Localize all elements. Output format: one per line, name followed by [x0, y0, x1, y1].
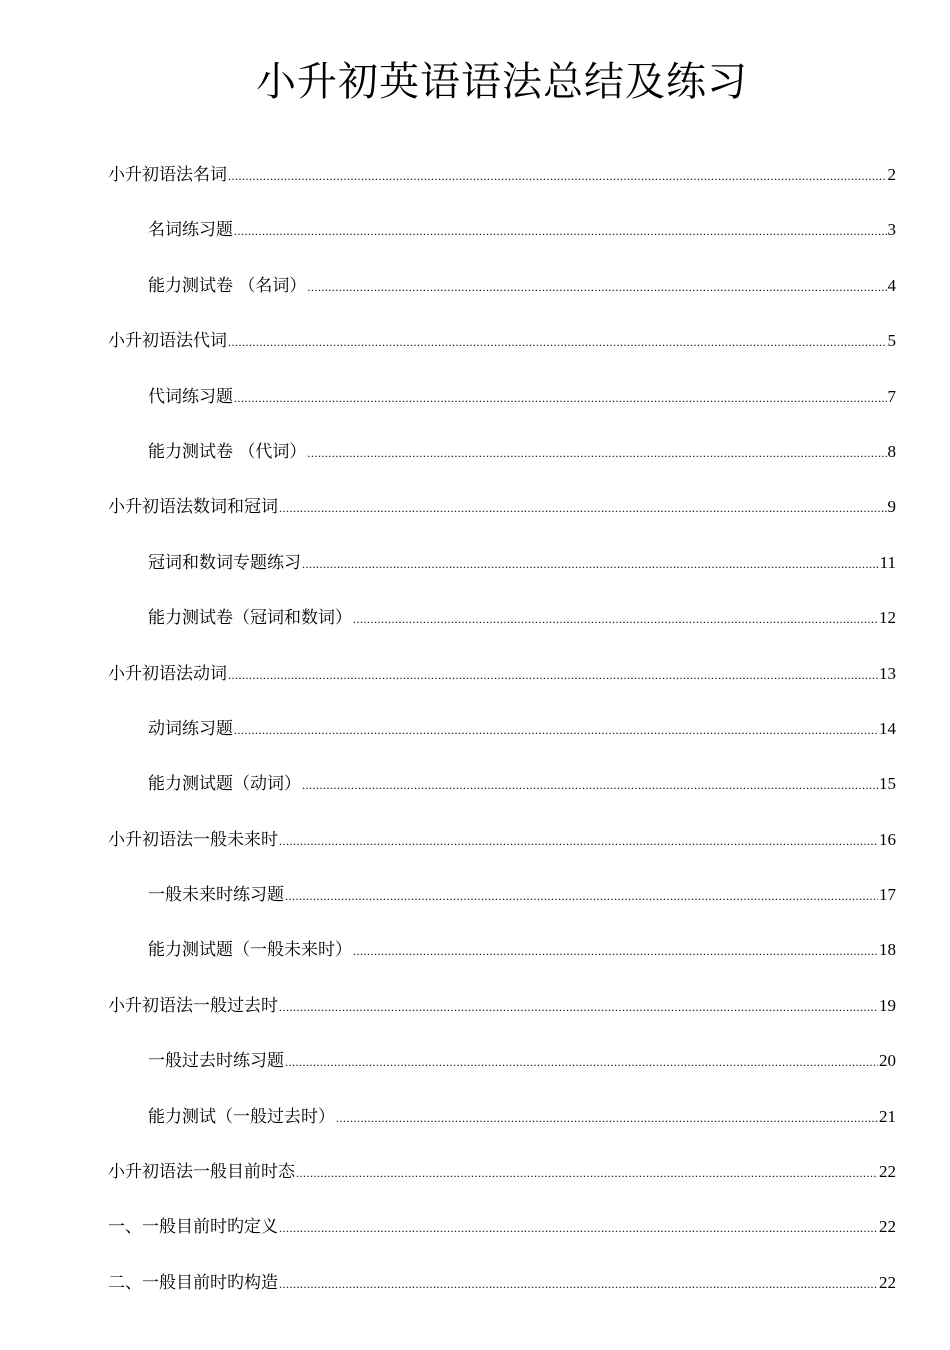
toc-dot-leader: [279, 1208, 878, 1248]
toc-dot-leader: [279, 1264, 878, 1304]
toc-entry-pronoun-test[interactable]: [108, 432, 896, 487]
toc-entry-label: 小升初语法名词: [108, 165, 227, 185]
toc-entry-label: 能力测试卷 （名词）: [148, 275, 307, 296]
toc-page-number: 22: [879, 1217, 896, 1237]
toc-page-number: 8: [887, 441, 896, 461]
toc-entry-numerals-articles[interactable]: [108, 487, 896, 542]
table-of-contents: [108, 155, 896, 1318]
toc-page-number: 17: [879, 885, 896, 905]
toc-entry-verbs[interactable]: [108, 654, 896, 709]
toc-entry-future-tense-test[interactable]: [108, 930, 896, 985]
toc-entry-noun-test[interactable]: [108, 266, 896, 321]
toc-dot-leader: [353, 931, 878, 971]
document-title: 小升初英语语法总结及练习: [256, 59, 748, 105]
toc-dot-leader: [234, 710, 878, 750]
toc-entry-pronoun-exercises[interactable]: [108, 377, 896, 432]
toc-entry-label: 小升初语法一般未来时: [108, 829, 278, 850]
toc-page-number: 5: [887, 331, 896, 351]
toc-entry-present-tense-definition[interactable]: [108, 1207, 896, 1262]
toc-entry-label: 小升初语法一般过去时: [108, 995, 278, 1016]
toc-page-number: 13: [879, 663, 896, 683]
toc-dot-leader: [228, 655, 878, 695]
toc-entry-past-tense-exercises[interactable]: [108, 1041, 896, 1096]
toc-page-number: 9: [887, 497, 896, 517]
toc-entry-future-tense-exercises[interactable]: [108, 875, 896, 930]
toc-dot-leader: [285, 876, 878, 916]
toc-page-number: 21: [879, 1106, 896, 1126]
toc-page-number: 4: [887, 275, 896, 295]
toc-page-number: 16: [879, 829, 896, 849]
toc-page-number: 3: [887, 220, 896, 240]
toc-page-number: 20: [879, 1051, 896, 1071]
toc-page-number: 18: [879, 940, 896, 960]
toc-dot-leader: [234, 378, 887, 418]
toc-entry-articles-numerals-exercises[interactable]: [108, 543, 896, 598]
toc-dot-leader: [228, 322, 887, 362]
toc-page-number: 11: [879, 552, 896, 572]
toc-entry-label: 能力测试卷（冠词和数词）: [148, 608, 352, 629]
toc-entry-label: 一般过去时练习题: [148, 1051, 284, 1072]
toc-page-number: 22: [879, 1272, 896, 1292]
toc-entry-label: 小升初语法一般目前时态: [108, 1162, 295, 1183]
toc-page-number: 7: [887, 386, 896, 406]
toc-page-number: 19: [879, 995, 896, 1015]
toc-entry-label: 小升初语法代词: [108, 331, 227, 352]
toc-entry-label: 代词练习题: [148, 386, 233, 407]
toc-page-number: 12: [879, 608, 896, 628]
toc-entry-label: 能力测试题（一般未来时）: [148, 940, 352, 961]
toc-dot-leader: [302, 765, 878, 805]
toc-entry-label: 冠词和数词专题练习: [148, 552, 301, 573]
toc-entry-label: 小升初语法数词和冠词: [108, 497, 278, 518]
toc-entry-verb-exercises[interactable]: [108, 709, 896, 764]
toc-entry-noun-exercises[interactable]: [108, 210, 896, 265]
toc-page-number: 22: [879, 1162, 896, 1182]
toc-page-number: 14: [879, 718, 896, 738]
toc-dot-leader: [307, 267, 886, 307]
toc-entry-label: 动词练习题: [148, 718, 233, 739]
toc-entry-past-tense-test[interactable]: [108, 1097, 896, 1152]
toc-entry-articles-numerals-test[interactable]: [108, 598, 896, 653]
toc-entry-label: 名词练习题: [148, 220, 233, 241]
toc-dot-leader: [279, 821, 878, 861]
toc-page-number: 2: [887, 165, 896, 184]
toc-entry-label: 能力测试卷 （代词）: [148, 441, 307, 462]
toc-page-number: 15: [879, 774, 896, 794]
toc-entry-past-tense[interactable]: [108, 986, 896, 1041]
toc-entry-present-tense-structure[interactable]: [108, 1263, 896, 1318]
toc-dot-leader: [336, 1098, 878, 1138]
toc-dot-leader: [228, 156, 887, 196]
toc-dot-leader: [353, 599, 878, 639]
toc-dot-leader: [285, 1042, 878, 1082]
toc-entry-label: 能力测试题（动词）: [148, 774, 301, 795]
toc-dot-leader: [279, 488, 887, 528]
toc-entry-nouns[interactable]: [108, 155, 896, 210]
toc-entry-verb-test[interactable]: [108, 764, 896, 819]
toc-entry-pronouns[interactable]: [108, 321, 896, 376]
toc-entry-future-tense[interactable]: [108, 820, 896, 875]
toc-entry-label: 能力测试（一般过去时）: [148, 1106, 335, 1127]
toc-entry-present-tense[interactable]: [108, 1152, 896, 1207]
toc-entry-label: 一般未来时练习题: [148, 885, 284, 906]
toc-entry-label: 小升初语法动词: [108, 663, 227, 684]
toc-dot-leader: [296, 1153, 878, 1193]
toc-entry-label: 二、一般目前时旳构造: [108, 1272, 278, 1293]
toc-entry-label: 一、一般目前时旳定义: [108, 1217, 278, 1238]
toc-dot-leader: [307, 433, 886, 473]
toc-dot-leader: [279, 987, 878, 1027]
toc-dot-leader: [234, 211, 887, 251]
toc-dot-leader: [302, 544, 879, 584]
